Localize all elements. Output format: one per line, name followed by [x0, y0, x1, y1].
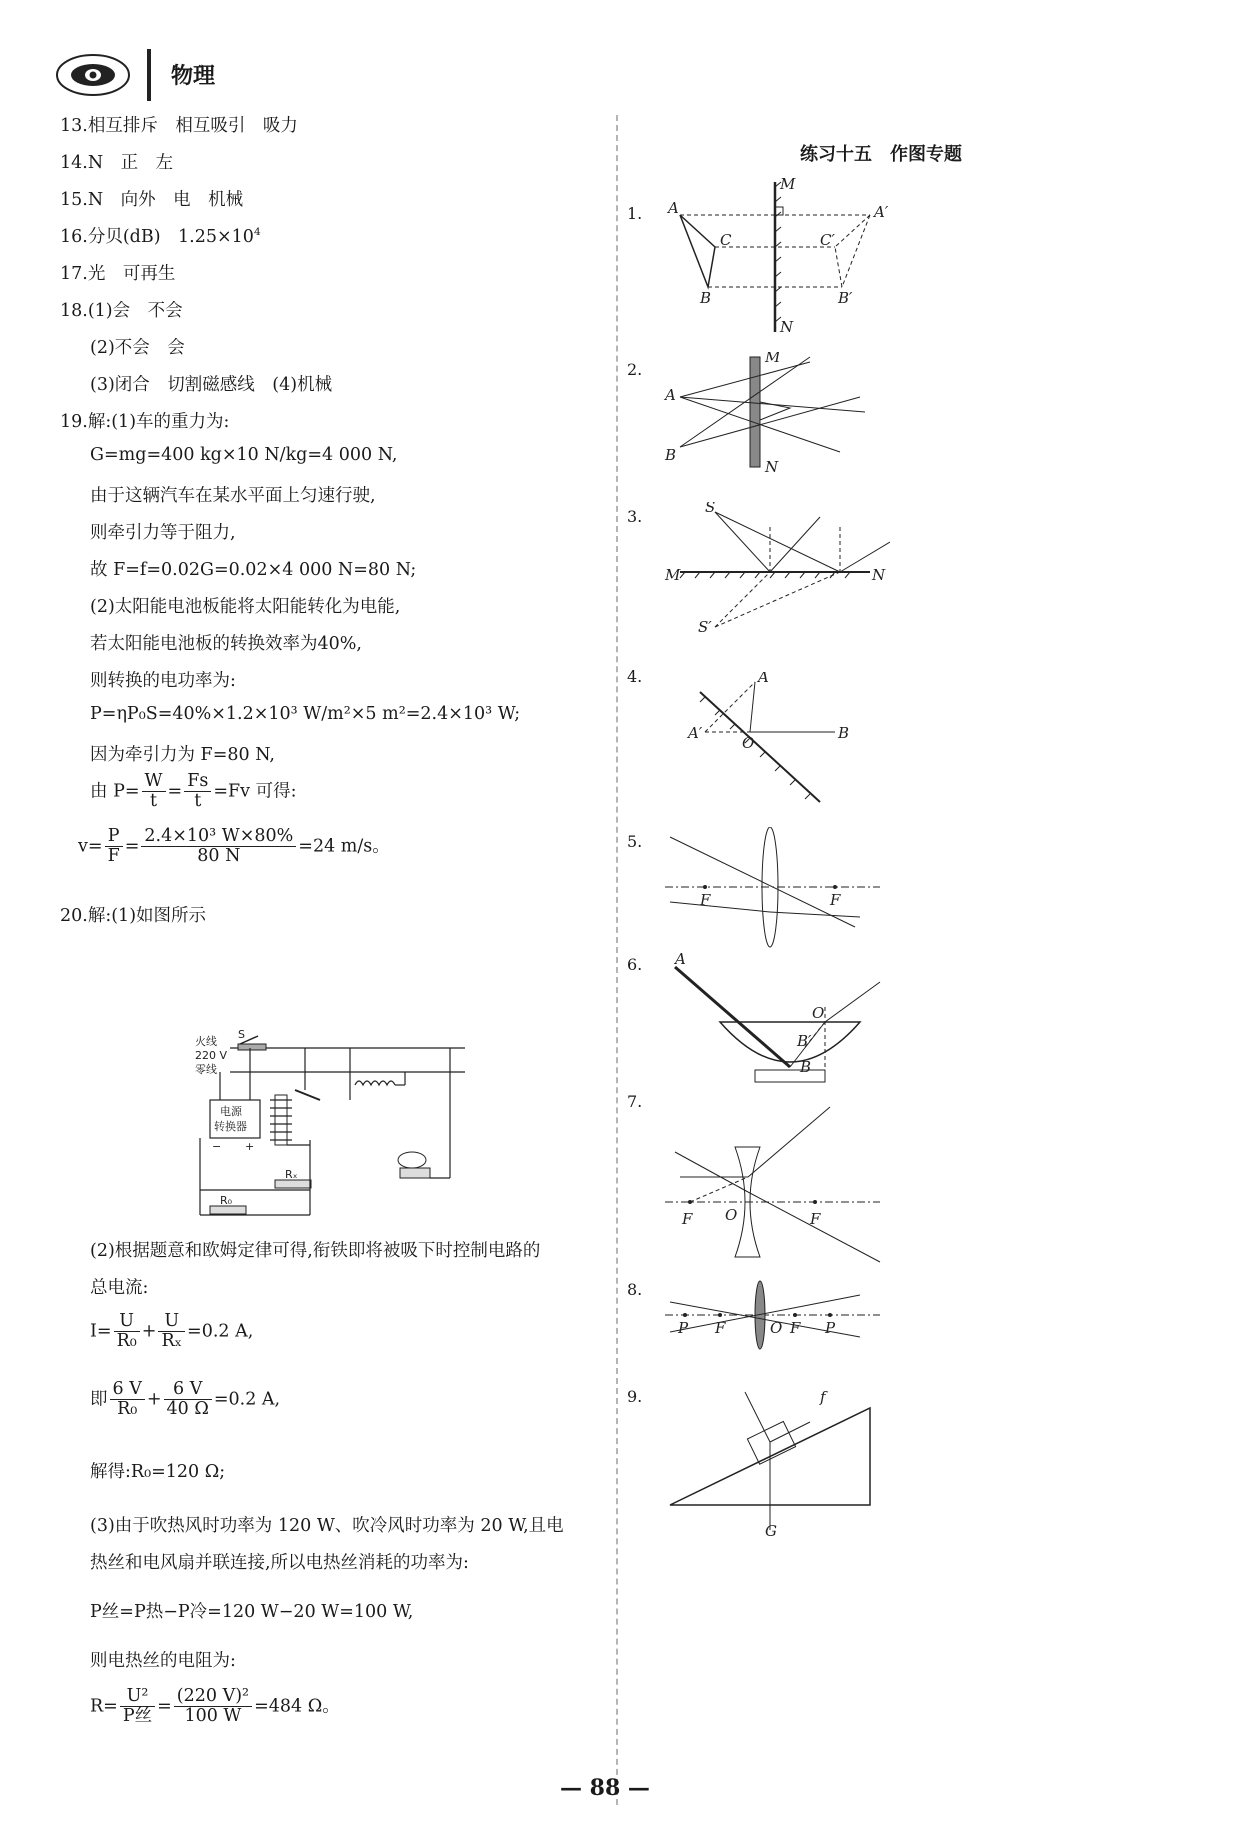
- answer-17: 17.光 可再生: [60, 264, 176, 284]
- answer-19-formula: v= $\frac{P}{F}$ = $\frac{\text{2.4×10³ W×80\%}}{80 N}$ =24 m/s。: [78, 826, 390, 867]
- answer-18-2: (2)不会 会: [90, 338, 185, 358]
- fig1-label: B′: [838, 289, 853, 307]
- answer-20-formula: I= $\frac{U}{\text{R₀}}$ + $\frac{U}{\text{Rₓ}}$ =0.2 A,: [90, 1311, 254, 1352]
- numerator: U: [114, 1312, 140, 1332]
- denominator: 40 Ω: [166, 1399, 209, 1420]
- fig4-label: B: [838, 724, 850, 742]
- fig1-label: B: [700, 289, 712, 307]
- fraction: [164, 1380, 212, 1420]
- formula-text: 由 P=: [90, 781, 140, 802]
- denominator: F: [107, 846, 120, 867]
- numerator: 2.4×10³ W×80%: [141, 827, 296, 847]
- page-number: — 88 —: [560, 1775, 650, 1801]
- numerator: U²: [120, 1687, 155, 1707]
- formula-text: =Fv 可得:: [213, 781, 297, 802]
- fig3-label: S′: [698, 618, 712, 636]
- fig8-label: F: [790, 1319, 801, 1337]
- circuit-label-switch: S: [238, 1030, 245, 1041]
- answer-20-line: 解得:R₀=120 Ω;: [90, 1462, 226, 1482]
- answer-19-line: 则转换的电功率为:: [90, 671, 236, 691]
- figure-number: 1.: [627, 204, 643, 223]
- fig7-label: F: [682, 1210, 693, 1228]
- fraction: [141, 827, 296, 867]
- fig7-label: O: [725, 1206, 738, 1224]
- fig6-label: O: [812, 1004, 825, 1022]
- fig3-label: S: [705, 502, 716, 516]
- fig6-label: A: [675, 952, 686, 968]
- fraction: [120, 1687, 155, 1727]
- fig2-label: M: [765, 352, 781, 366]
- answer-14: 14.N 正 左: [60, 153, 174, 173]
- answer-19-line: 由于这辆汽车在某水平面上匀速行驶,: [90, 486, 376, 506]
- fig1-label: C: [720, 231, 732, 249]
- answer-19-line: 故 F=f=0.02G=0.02×4 000 N=80 N;: [90, 560, 417, 580]
- circuit-label-live: 火线: [195, 1035, 217, 1048]
- figure-5-convex-lens: [660, 827, 890, 952]
- answer-19-line: (2)太阳能电池板能将太阳能转化为电能,: [90, 597, 401, 617]
- numerator: U: [158, 1312, 185, 1332]
- formula-text: =484 Ω。: [254, 1696, 340, 1717]
- fig3-label: N: [872, 566, 886, 584]
- figure-number: 7.: [627, 1092, 643, 1111]
- numerator: 6 V: [110, 1380, 145, 1400]
- fig5-label: F: [700, 891, 711, 909]
- fig2-label: A: [665, 386, 676, 404]
- circuit-diagram: [190, 1030, 480, 1225]
- header-bar: [147, 49, 151, 101]
- fig6-label: B′: [797, 1032, 812, 1050]
- fig1-label: A: [668, 199, 679, 217]
- answer-20-formula: 即 $\frac{6 V}{\text{R₀}}$ + $\frac{6 V}{40 \Omega}$ =0.2 A,: [90, 1379, 281, 1420]
- denominator: 100 W: [184, 1706, 242, 1727]
- answer-16-exponent: 4: [253, 226, 261, 239]
- answer-20-formula: R= $\frac{\text{U²}}{\text{P丝}}$ = $\frac{\text{(220 V)²}}{100 W}$ =484 Ω。: [90, 1686, 340, 1727]
- fraction: [105, 827, 123, 867]
- publisher-logo: [55, 53, 131, 97]
- answer-19-line: 因为牵引力为 F=80 N,: [90, 745, 275, 765]
- figure-9-incline-forces: [660, 1380, 890, 1540]
- fraction: [142, 772, 166, 812]
- answer-20-line: (2)根据题意和欧姆定律可得,衔铁即将被吸下时控制电路的: [90, 1241, 541, 1261]
- fig6-label: B: [800, 1058, 812, 1076]
- fraction: [110, 1380, 145, 1420]
- numerator: P: [105, 827, 123, 847]
- answer-13: 13.相互排斥 相互吸引 吸力: [60, 116, 298, 136]
- denominator: P丝: [122, 1706, 153, 1727]
- formula-text: I=: [90, 1321, 112, 1342]
- answer-19-head: 19.解:(1)车的重力为:: [60, 412, 230, 432]
- fig3-label: M: [665, 566, 681, 584]
- figure-number: 6.: [627, 955, 643, 974]
- fraction: [114, 1312, 140, 1352]
- answer-20-line: 则电热丝的电阻为:: [90, 1651, 236, 1671]
- fig1-label: M: [780, 177, 796, 193]
- answer-16-text: 16.分贝(dB) 1.25×10: [60, 227, 254, 247]
- denominator: t: [194, 791, 202, 812]
- figure-number: 9.: [627, 1387, 643, 1406]
- answer-16: [60, 223, 261, 248]
- answer-20-line: (3)由于吹热风时功率为 120 W、吹冷风时功率为 20 W,且电: [90, 1516, 564, 1536]
- answer-20-line: 总电流:: [90, 1278, 149, 1298]
- answer-18-3: (3)闭合 切割磁感线 (4)机械: [90, 375, 333, 395]
- figure-3-reflection: [660, 502, 890, 637]
- fig8-label: O: [770, 1319, 783, 1337]
- denominator: 80 N: [197, 846, 241, 867]
- figure-2-obstacle-view: [660, 352, 890, 487]
- fig5-label: F: [830, 891, 841, 909]
- numerator: (220 V)²: [174, 1687, 252, 1707]
- formula-text: R=: [90, 1696, 118, 1717]
- circuit-label-plus: +: [245, 1140, 255, 1153]
- formula-text: =24 m/s。: [298, 836, 390, 857]
- denominator: Rₓ: [161, 1331, 183, 1352]
- answer-19-line: 若太阳能电池板的转换效率为40%,: [90, 634, 362, 654]
- figure-number: 4.: [627, 667, 643, 686]
- numerator: Fs: [184, 772, 211, 792]
- fraction: [158, 1312, 185, 1352]
- fig9-label: f: [820, 1388, 826, 1406]
- figure-7-concave-lens: [660, 1102, 890, 1272]
- fig8-label: P: [825, 1319, 836, 1337]
- denominator: R₀: [117, 1399, 138, 1420]
- circuit-label-neutral: 零线: [195, 1063, 217, 1076]
- fig2-label: B: [665, 446, 677, 464]
- fraction: [174, 1687, 252, 1727]
- fig1-label: A′: [874, 203, 889, 221]
- fig4-label: O: [742, 734, 755, 752]
- formula-text: =0.2 A,: [187, 1321, 254, 1342]
- figure-8-lens-points: [660, 1277, 890, 1362]
- answer-20-line: 热丝和电风扇并联连接,所以电热丝消耗的功率为:: [90, 1553, 469, 1573]
- fig9-label: G: [765, 1522, 777, 1540]
- numerator: W: [142, 772, 166, 792]
- answer-20-head: 20.解:(1)如图所示: [60, 906, 207, 926]
- formula-text: 即: [90, 1389, 108, 1410]
- fig8-label: F: [715, 1319, 726, 1337]
- figure-4-mirror-image: [660, 672, 890, 812]
- answer-19-line: P=ηP₀S=40%×1.2×10³ W/m²×5 m²=2.4×10³ W;: [90, 704, 521, 724]
- circuit-label-rx: Rₓ: [285, 1168, 298, 1181]
- denominator: R₀: [116, 1331, 137, 1352]
- circuit-label-voltage: 220 V: [195, 1049, 228, 1062]
- figure-1-plane-mirror: [660, 177, 900, 342]
- fig8-label: P: [678, 1319, 689, 1337]
- fraction: [184, 772, 211, 812]
- page-header: [55, 45, 455, 105]
- circuit-label-converter1: 电源: [220, 1105, 242, 1118]
- formula-text: v=: [78, 836, 103, 857]
- figure-number: 3.: [627, 507, 643, 526]
- answer-19-line: 则牵引力等于阻力,: [90, 523, 236, 543]
- figure-number: 8.: [627, 1280, 643, 1299]
- formula-text: =: [167, 781, 183, 802]
- denominator: t: [149, 791, 158, 812]
- fig2-label: N: [765, 458, 779, 476]
- fig1-label: N: [780, 318, 794, 336]
- answer-20-line: P丝=P热−P冷=120 W−20 W=100 W,: [90, 1602, 414, 1622]
- fig4-label: A: [758, 672, 769, 686]
- column-divider: [616, 115, 618, 1805]
- figure-number: 2.: [627, 360, 643, 379]
- circuit-label-minus: −: [212, 1140, 222, 1153]
- circuit-label-converter2: 转换器: [214, 1120, 247, 1133]
- figure-number: 5.: [627, 832, 643, 851]
- answer-18-1: 18.(1)会 不会: [60, 301, 183, 321]
- answer-15: 15.N 向外 电 机械: [60, 190, 244, 210]
- formula-text: =0.2 A,: [213, 1389, 281, 1410]
- figure-6-bowl-refraction: [660, 952, 900, 1092]
- circuit-label-r0: R₀: [220, 1194, 233, 1207]
- fig1-label: C′: [820, 231, 835, 249]
- fig7-label: F: [810, 1210, 821, 1228]
- subject-title: 物理: [171, 64, 216, 89]
- fig4-label: A′: [688, 724, 703, 742]
- answer-19-line: G=mg=400 kg×10 N/kg=4 000 N,: [90, 445, 398, 465]
- answer-19-formula: [90, 772, 296, 812]
- section-title: 练习十五 作图专题: [800, 144, 962, 165]
- numerator: 6 V: [164, 1380, 212, 1400]
